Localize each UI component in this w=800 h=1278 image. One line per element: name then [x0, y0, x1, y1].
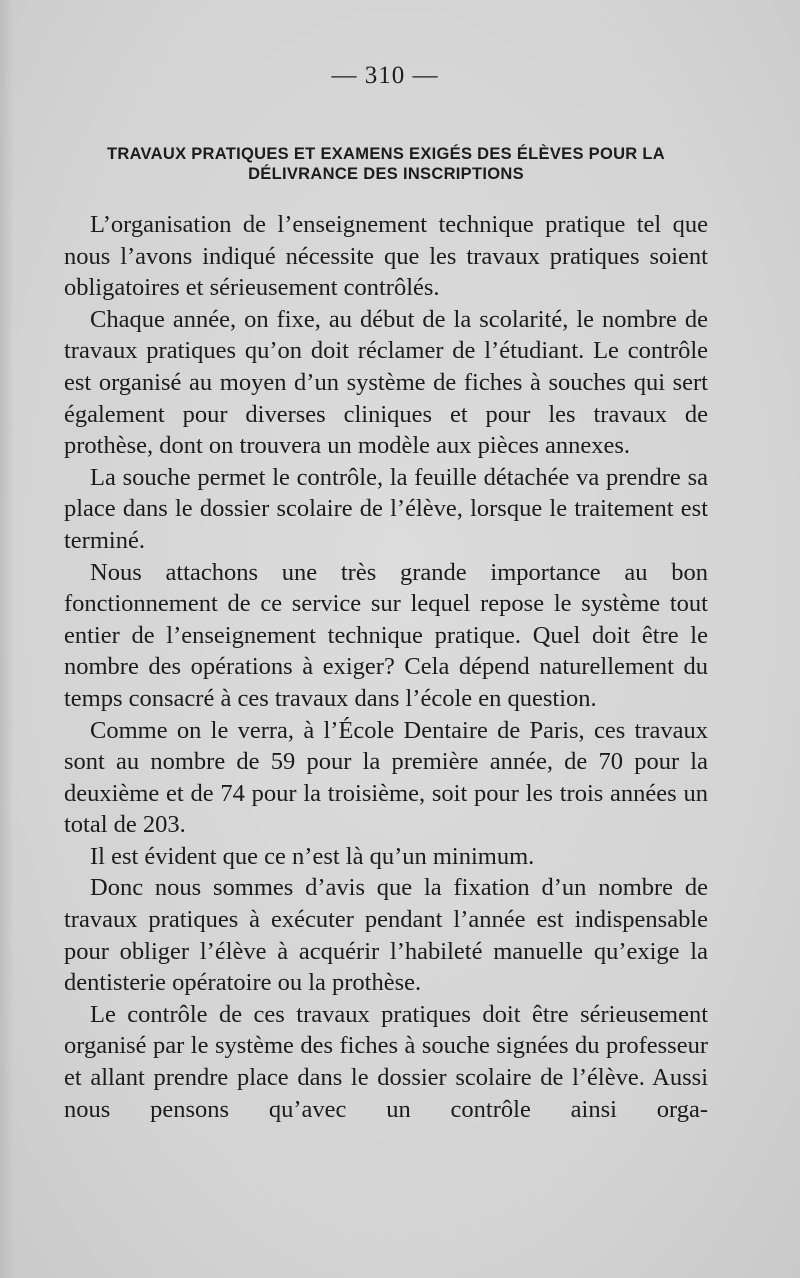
page-number: — 310 — [331, 62, 439, 89]
body-text [64, 209, 708, 1125]
paragraph: Donc nous sommes d’avis que la fixation d’un nombre de travaux pratiques à exécuter pendant l’année est indispensable pour obliger l’élève à acquérir l’habileté manuelle qu’exige la dentisterie opératoire ou la prothèse. [64, 874, 708, 997]
section-heading: TRAVAUX PRATIQUES ET EXAMENS EXIGÉS DES ÉLÈVES POUR LA DÉLIVRANCE DES INSCRIPTIONS [106, 145, 666, 183]
paragraph: Chaque année, on fixe, au début de la scolarité, le nombre de travaux pratiques qu’on doit réclamer de l’étudiant. Le contrôle est organisé au moyen d’un système de fiches à souches qui sert également pour diverses cliniques et pour les travaux de prothèse, dont on trouvera un modèle aux pièces annexes. [64, 305, 708, 460]
paragraph: Il est évident que ce n’est là qu’un minimum. [90, 842, 535, 870]
paragraph: L’organisation de l’enseignement technique pratique tel que nous l’avons indiqué nécessite que les travaux pratiques soient obligatoires et sérieusement contrôlés. [64, 211, 708, 302]
paragraph: Le contrôle de ces travaux pratiques doit être sérieusement organisé par le système des fiches à souche signées du professeur et allant prendre place dans le dossier scolaire de l’élève. Aussi nous pensons qu’avec un contrôle ainsi orga- [64, 1000, 708, 1123]
page-gutter-shadow [0, 0, 14, 1278]
paragraph: Nous attachons une très grande importance au bon fonctionnement de ce service sur lequel repose le système tout entier de l’enseignement technique pratique. Quel doit être le nombre des opérations à exiger? Cela dépend naturellement du temps consacré à ces travaux dans l’école en question. [64, 558, 708, 712]
paragraph: Comme on le verra, à l’École Dentaire de Paris, ces travaux sont au nombre de 59 pour la première année, de 70 pour la deuxième et de 74 pour la troisième, soit pour les trois années un total de 203. [64, 716, 708, 839]
paragraph: La souche permet le contrôle, la feuille détachée va prendre sa place dans le dossier scolaire de l’élève, lorsque le traitement est terminé. [64, 463, 708, 554]
